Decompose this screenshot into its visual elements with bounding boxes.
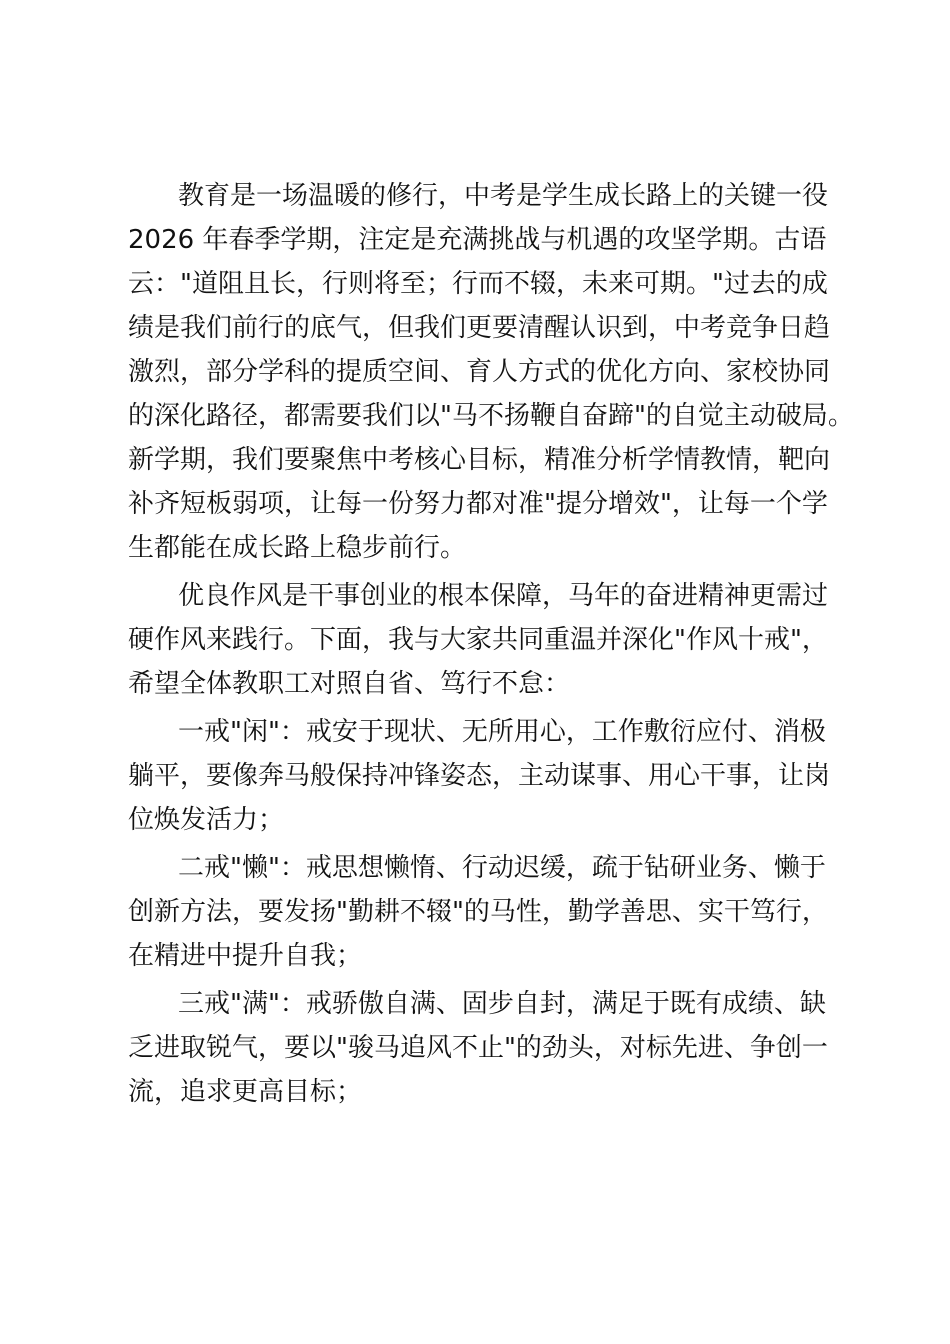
paragraph-line: 绩是我们前行的底气，但我们更要清醒认识到，中考竞争日趋 [128,313,831,343]
paragraph-line: 激烈，部分学科的提质空间、育人方式的优化方向、家校协同 [128,357,831,387]
paragraph-line: 优良作风是干事创业的根本保障，马年的奋进精神更需过 [178,581,829,611]
paragraph-line: 一戒"闲"：戒安于现状、无所用心，工作敷衍应付、消极 [178,717,826,747]
paragraph-line: 生都能在成长路上稳步前行。 [128,533,467,563]
paragraph-line: 云："道阻且长，行则将至；行而不辍，未来可期。"过去的成 [128,269,828,299]
paragraph-line: 躺平，要像奔马般保持冲锋姿态，主动谋事、用心干事，让岗 [128,761,831,791]
paragraph-line: 位焕发活力； [128,805,285,835]
paragraph-line: 在精进中提升自我； [128,941,363,971]
paragraph-line: 的深化路径，都需要我们以"马不扬鞭自奋蹄"的自觉主动破局。 [128,401,854,431]
paragraph-line: 希望全体教职工对照自省、笃行不怠： [128,669,571,699]
paragraph-line: 流，追求更高目标； [128,1077,363,1107]
paragraph-line: 2026 年春季学期，注定是充满挑战与机遇的攻坚学期。古语 [128,225,827,255]
paragraph-line: 教育是一场温暖的修行，中考是学生成长路上的关键一役 [178,181,829,211]
paragraph-line: 创新方法，要发扬"勤耕不辍"的马性，勤学善思、实干笃行， [128,897,828,927]
paragraph-line: 二戒"懒"：戒思想懒惰、行动迟缓，疏于钻研业务、懒于 [178,853,826,883]
paragraph-line: 三戒"满"：戒骄傲自满、固步自封，满足于既有成绩、缺 [178,989,826,1019]
paragraph-line: 乏进取锐气，要以"骏马追风不止"的劲头，对标先进、争创一 [128,1033,828,1063]
paragraph-line: 硬作风来践行。下面，我与大家共同重温并深化"作风十戒"， [128,625,828,655]
paragraph-line: 新学期，我们要聚焦中考核心目标，精准分析学情教情，靶向 [128,445,831,475]
paragraph-line: 补齐短板弱项，让每一份努力都对准"提分增效"，让每一个学 [128,489,828,519]
